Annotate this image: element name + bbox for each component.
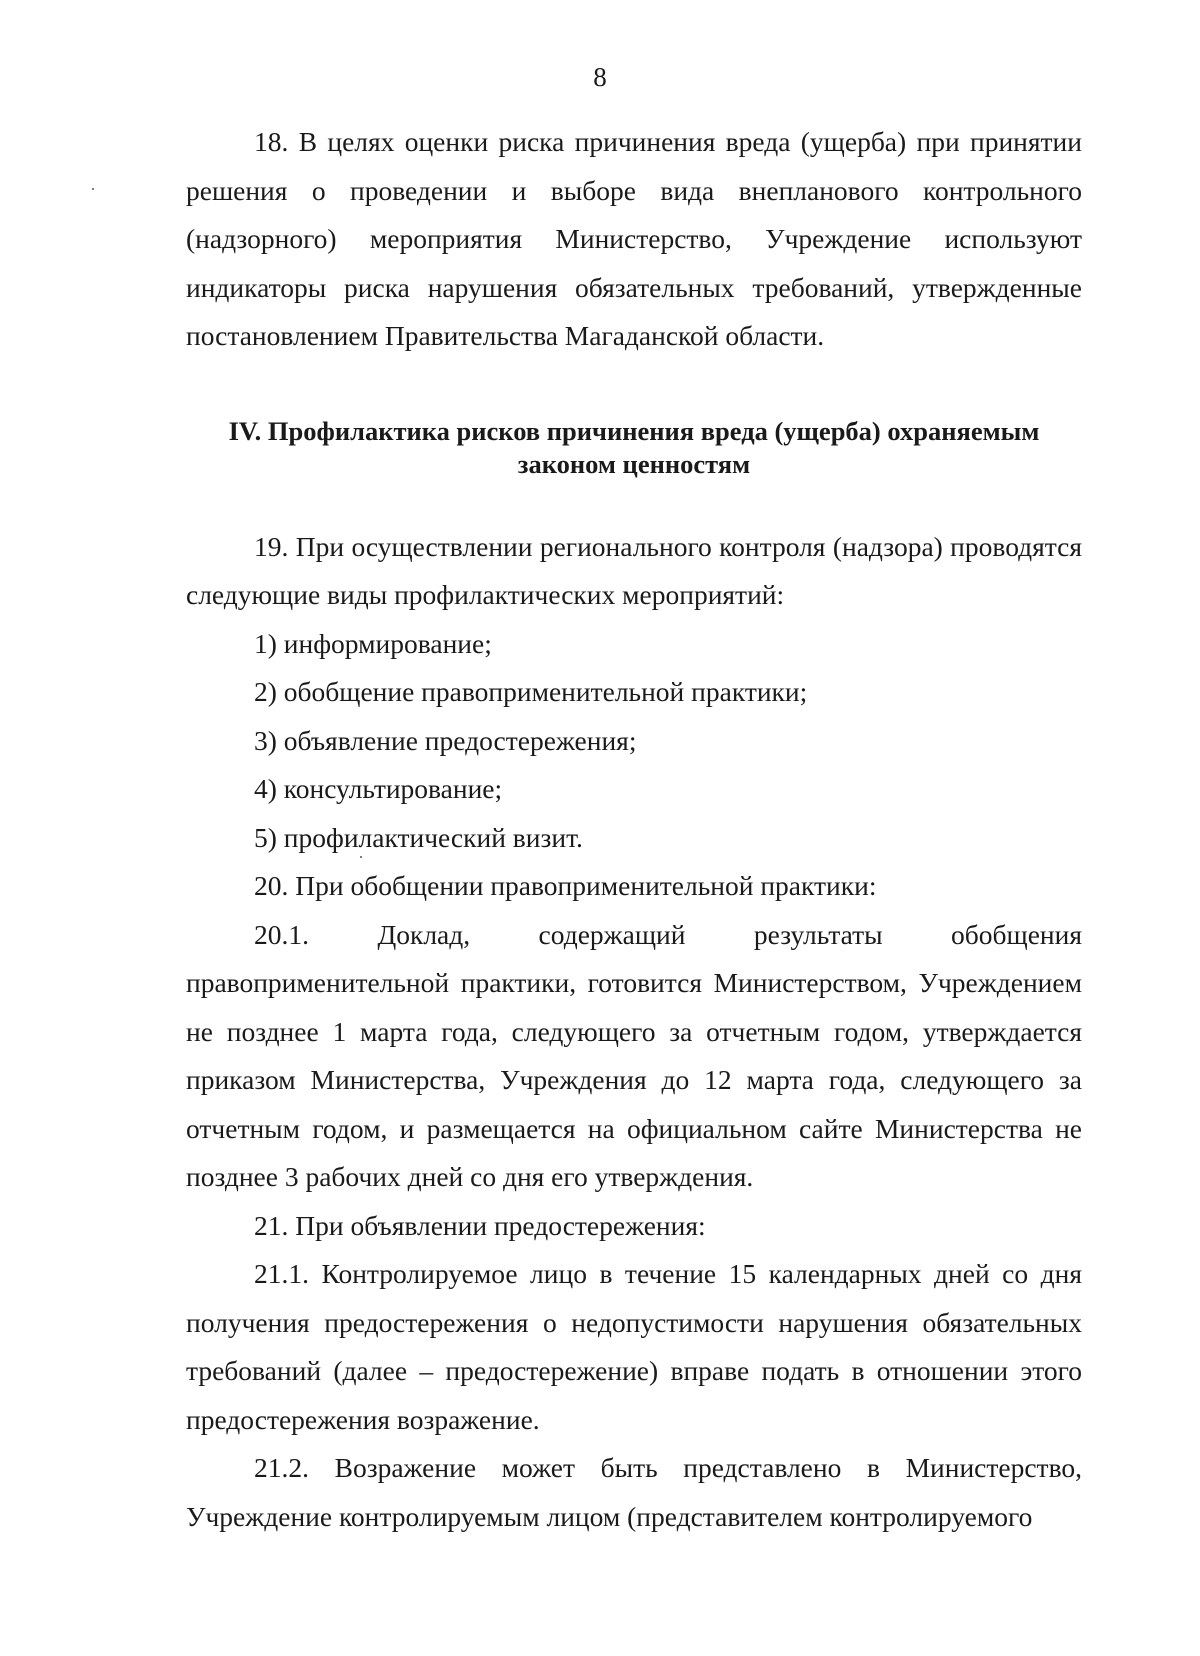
page-number: 8	[593, 62, 607, 92]
scan-speck	[92, 188, 94, 190]
paragraph-21-1: 21.1. Контролируемое лицо в течение 15 календарных дней со дня получения предостережения о недопустимости нарушения обязательных требований (далее – предостережение) вправе подать в отношении этого предостережения возражение.	[186, 1258, 1082, 1435]
scan-speck	[360, 856, 362, 858]
paragraph-20: 20. При обобщении правоприменительной практики:	[254, 870, 877, 901]
list-item: 4) консультирование;	[254, 773, 503, 804]
list-item: 5) профилактический визит.	[254, 821, 583, 853]
section-heading-line-1: IV. Профилактика рисков причинения вреда (ущерба) охраняемым	[228, 415, 1040, 446]
paragraph-21: 21. При объявлении предостережения:	[254, 1209, 706, 1241]
section-heading	[186, 415, 1082, 481]
section-heading-line-2: законом ценностям	[517, 448, 751, 479]
paragraph-18: 18. В целях оценки риска причинения вреда (ущерба) при принятии решения о проведении и выборе вида внепланового контрольного (надзорного) мероприятия Министерство, Учреждение используют индикаторы риска нарушения обязательных требований, утвержденные постановлением Правительства Магаданской области.	[186, 126, 1082, 351]
document-body	[186, 118, 1082, 1541]
paragraph-20-1: 20.1. Доклад, содержащий результаты обобщения правоприменительной практики, готовится Министерством, Учреждением не позднее 1 марта года, следующего за отчетным годом, утверждается приказом Министерства, Учреждения до 12 марта года, следующего за отчетным годом, и размещается на официальном сайте Министерства не позднее 3 рабочих дней со дня его утверждения.	[186, 918, 1082, 1192]
paragraph-21-2: 21.2. Возражение может быть представлено в Министерство, Учреждение контролируемым лицом (представителем контролируемого	[186, 1452, 1082, 1532]
prevention-measures-list	[186, 620, 1082, 863]
paragraph-19: 19. При осуществлении регионального контроля (надзора) проводятся следующие виды профилактических мероприятий:	[186, 530, 1082, 610]
list-item: 2) обобщение правоприменительной практики;	[254, 676, 808, 707]
list-item: 3) объявление предостережения;	[254, 724, 637, 756]
spacer	[186, 481, 1082, 523]
list-item: 1) информирование;	[254, 627, 492, 659]
